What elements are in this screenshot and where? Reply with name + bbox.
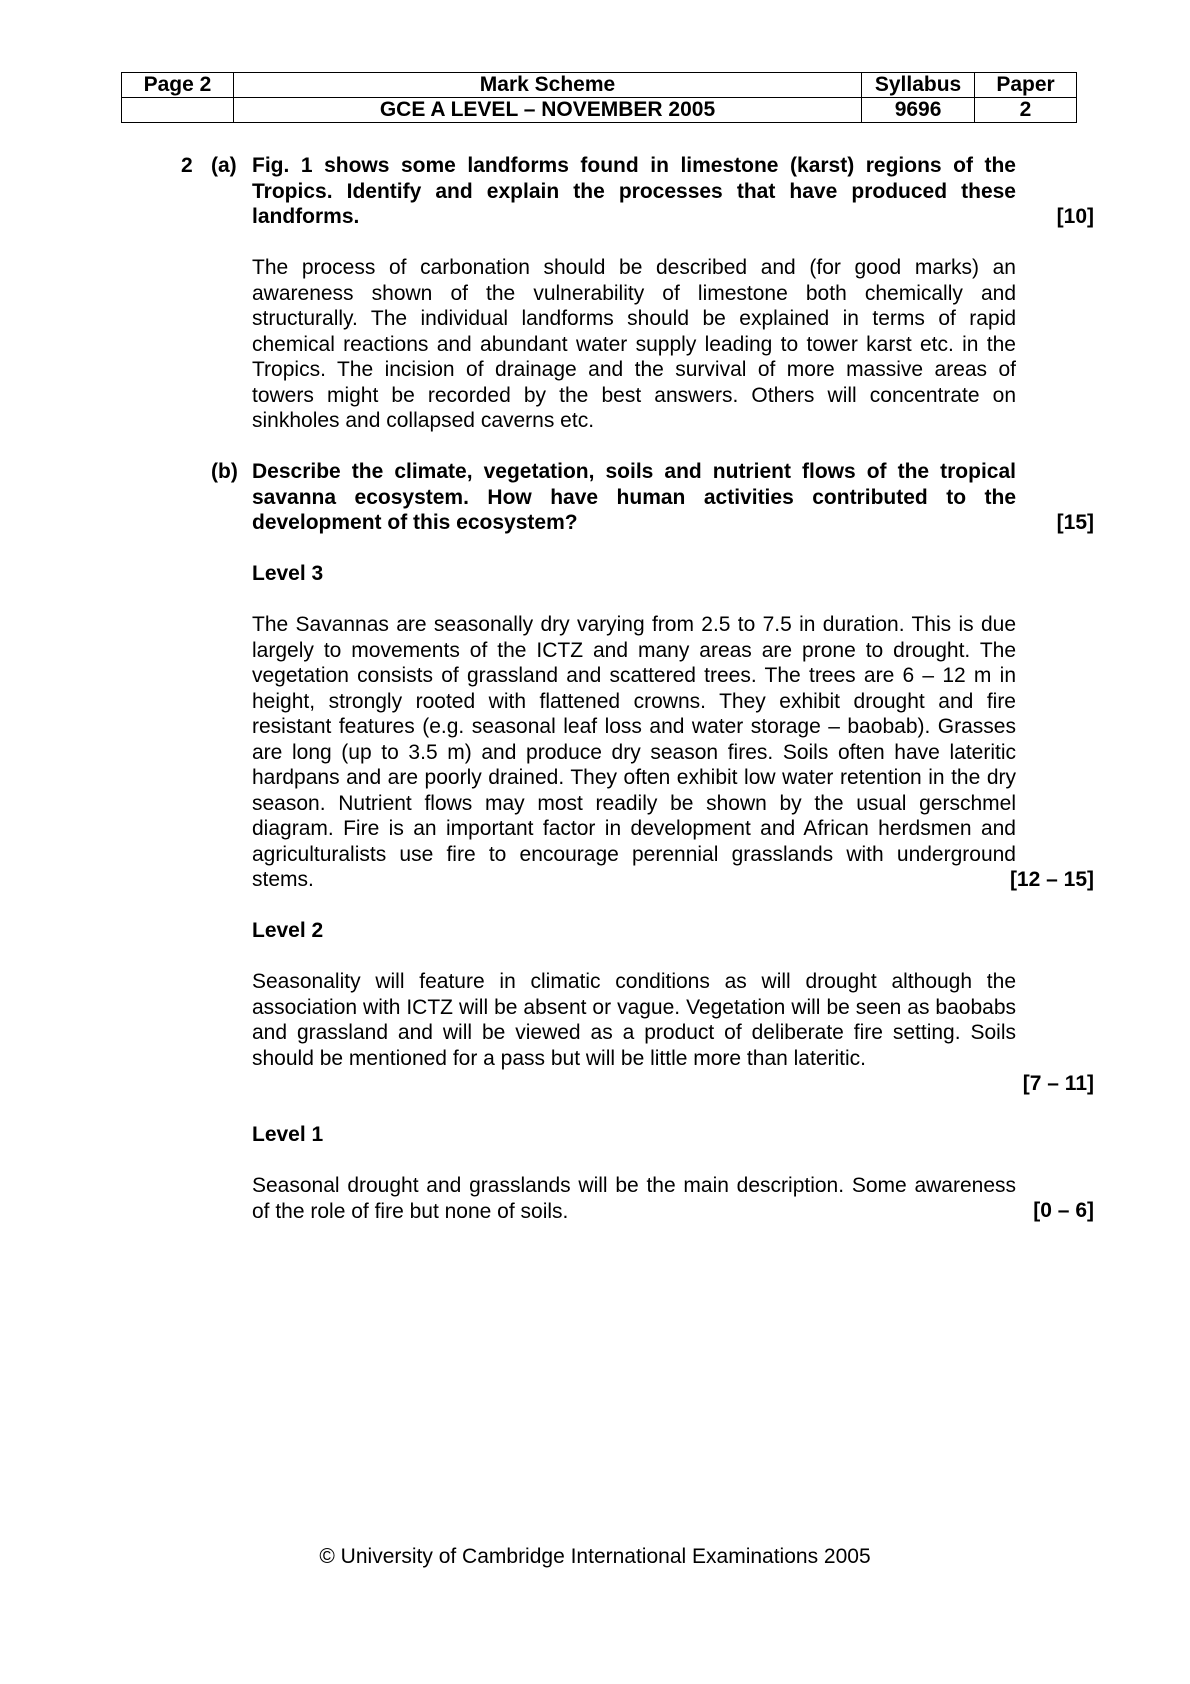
header-title: Mark Scheme — [233, 73, 861, 98]
level-1-heading: Level 1 — [252, 1123, 324, 1146]
part-b-marks: [15] — [1056, 511, 1094, 534]
header-paper-label: Paper — [975, 73, 1077, 98]
header-paper-number: 2 — [975, 98, 1077, 123]
header-syllabus-code: 9696 — [862, 98, 975, 123]
header-row-1 — [122, 73, 1077, 98]
part-a-label: (a) — [211, 154, 237, 177]
level-1-text: Seasonal drought and grasslands will be the main description. Some awareness of the role of fire but none of soils. — [252, 1174, 1016, 1223]
part-a-answer: The process of carbonation should be described and (for good marks) an awareness shown of the vulnerability of limestone both chemically and structurally. The individual landforms should be explained in terms of rapid chemical reactions and abundant water supply leading to tower karst etc. in the Tropics. The incision of drainage and the survival of more massive areas of towers might be recorded by the best answers. Others will concentrate on sinkholes and collapsed caverns etc. — [252, 256, 1016, 432]
part-b-label: (b) — [211, 460, 238, 483]
level-2-text: Seasonality will feature in climatic conditions as will drought although the association with ICTZ will be absent or vague. Vegetation will be seen as baobabs and grassland and will be viewed as a product of deliberate fire setting. Soils should be mentioned for a pass but will be little more than lateritic. — [252, 970, 1016, 1070]
header-row-2 — [122, 98, 1077, 123]
level-1-marks: [0 – 6] — [1033, 1199, 1094, 1222]
header-page-blank — [122, 98, 234, 123]
level-3-heading: Level 3 — [252, 562, 324, 585]
copyright-footer: © University of Cambridge International Examinations 2005 — [319, 1545, 871, 1568]
part-a-prompt: Fig. 1 shows some landforms found in limestone (karst) regions of the Tropics. Identify and explain the processes that have produced these landforms. — [252, 154, 1016, 228]
part-b-prompt: Describe the climate, vegetation, soils and nutrient flows of the tropical savanna ecosystem. How have human activities contributed to the development of this ecosystem? — [252, 460, 1016, 534]
part-a-marks: [10] — [1056, 205, 1094, 228]
header-syllabus-label: Syllabus — [862, 73, 975, 98]
question-number: 2 — [181, 154, 193, 177]
level-3-text: The Savannas are seasonally dry varying from 2.5 to 7.5 in duration. This is due largely to movements of the ICTZ and many areas are prone to drought. The vegetation consists of grassland and scattered trees. The trees are 6 – 12 m in height, strongly rooted with flattened crowns. They exhibit drought and fire resistant features (e.g. seasonal leaf loss and water storage – baobab). Grasses are long (up to 3.5 m) and produce dry season fires. Soils often have lateritic hardpans and are poorly drained. They often exhibit low water retention in the dry season. Nutrient flows may most readily be shown by the usual gerschmel diagram. Fire is an important factor in development and African herdsmen and agriculturalists use fire to encourage perennial grasslands with underground stems. — [252, 613, 1016, 891]
level-2-marks: [7 – 11] — [1022, 1072, 1094, 1095]
header-table — [121, 72, 1077, 123]
level-2-heading: Level 2 — [252, 919, 324, 942]
header-exam-title: GCE A LEVEL – NOVEMBER 2005 — [233, 98, 861, 123]
level-3-marks: [12 – 15] — [1009, 868, 1094, 891]
header-page: Page 2 — [122, 73, 234, 98]
